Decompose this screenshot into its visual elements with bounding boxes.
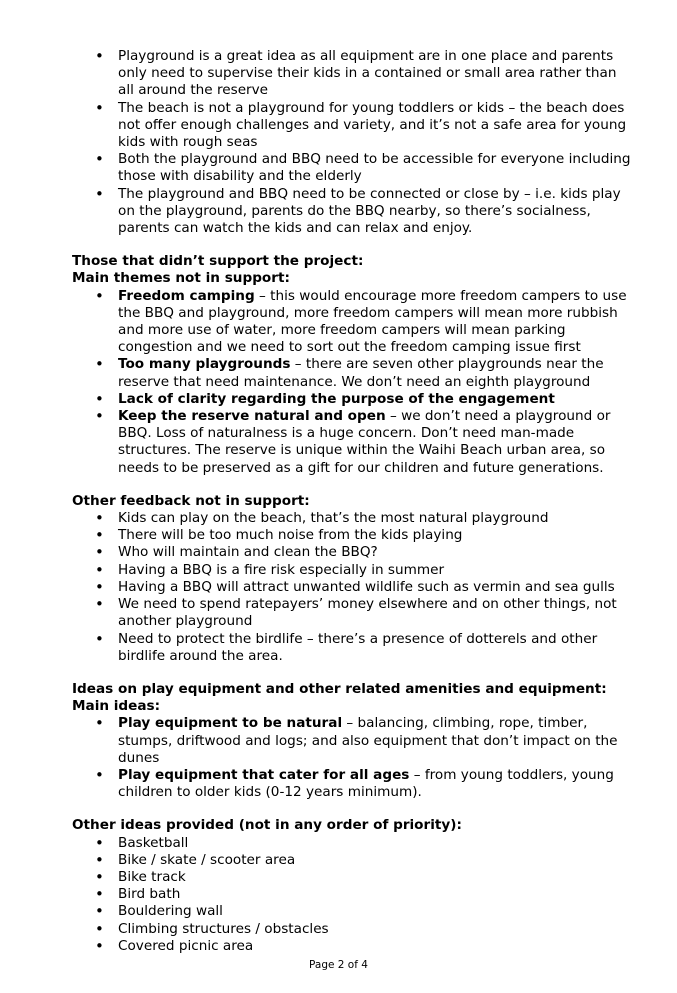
item-bold-label: Play equipment to be natural (118, 715, 343, 732)
subheading-main-themes: Main themes not in support: (72, 270, 290, 287)
section-heading-other-ideas: Other ideas provided (not in any order of priority): (72, 817, 462, 834)
spacer (72, 665, 632, 681)
other-feedback-list (72, 510, 632, 665)
item-text: – balancing, climbing, rope, timber, stumps, driftwood and logs; and also equipment that don’t impact on the dunes (118, 715, 618, 766)
list-item: • Climbing structures / obstacles (72, 921, 632, 938)
section-heading-other-feedback: Other feedback not in support: (72, 492, 310, 509)
list-item: • The playground and BBQ need to be connected or close by – i.e. kids play on the playground, parents do the BBQ nearby, so there’s socialness, parents can watch the kids and can relax and enjoy. (72, 186, 632, 238)
not-support-themes-list (72, 288, 632, 477)
list-item: • Need to protect the birdlife – there’s a presence of dotterels and other birdlife around the area. (72, 631, 632, 665)
item-text: – this would encourage more freedom campers to use the BBQ and playground, more freedom campers will mean more rubbish and more use of water, more freedom campers will mean parking congestion and we need to sort out the freedom camping issue first (118, 287, 627, 356)
list-item (72, 288, 632, 357)
item-text: – from young toddlers, young children to older kids (0-12 years minimum). (118, 766, 614, 801)
list-item: • Kids can play on the beach, that’s the most natural playground (72, 510, 632, 527)
list-item (72, 356, 632, 390)
list-item: • Playground is a great idea as all equipment are in one place and parents only need to supervise their kids in a contained or small area rather than all around the reserve (72, 48, 632, 100)
list-item: • Who will maintain and clean the BBQ? (72, 544, 632, 561)
list-item (72, 391, 632, 408)
list-item: • Bike / skate / scooter area (72, 852, 632, 869)
spacer (72, 237, 632, 253)
list-item (72, 715, 632, 767)
list-item: • Having a BBQ is a fire risk especially in summer (72, 562, 632, 579)
document-body (72, 48, 632, 955)
item-bold-label: Play equipment that cater for all ages (118, 766, 410, 783)
main-ideas-list (72, 715, 632, 801)
other-ideas-list (72, 835, 632, 955)
support-points-list (72, 48, 632, 237)
item-bold-label: Keep the reserve natural and open (118, 408, 386, 425)
list-item: • Covered picnic area (72, 938, 632, 955)
spacer (72, 801, 632, 817)
item-bold-label: Lack of clarity regarding the purpose of the engagement (118, 390, 555, 407)
subheading-main-ideas: Main ideas: (72, 698, 161, 715)
list-item: • The beach is not a playground for young toddlers or kids – the beach does not offer enough challenges and variety, and it’s not a safe area for young kids with rough seas (72, 100, 632, 152)
list-item: • Both the playground and BBQ need to be accessible for everyone including those with disability and the elderly (72, 151, 632, 185)
list-item: • Having a BBQ will attract unwanted wildlife such as vermin and sea gulls (72, 579, 632, 596)
page-number: Page 2 of 4 (309, 959, 368, 971)
list-item: • Basketball (72, 835, 632, 852)
section-heading-not-support: Those that didn’t support the project: (72, 253, 364, 270)
list-item (72, 767, 632, 801)
list-item (72, 408, 632, 477)
item-text: – we don’t need a playground or BBQ. Loss of naturalness is a huge concern. Don’t need man-made structures. The reserve is unique within the Waihi Beach urban area, so needs to be preserved as a gift for our children and future generations. (118, 408, 611, 476)
item-bold-label: Too many playgrounds (118, 356, 291, 373)
item-bold-label: Freedom camping (118, 287, 255, 304)
spacer (72, 477, 632, 493)
list-item: • Bike track (72, 869, 632, 886)
list-item: • Bird bath (72, 886, 632, 903)
item-text: – there are seven other playgrounds near the reserve that need maintenance. We don’t need an eighth playground (118, 356, 604, 390)
list-item: • There will be too much noise from the kids playing (72, 527, 632, 544)
section-heading-ideas: Ideas on play equipment and other related amenities and equipment: (72, 680, 607, 697)
list-item: • We need to spend ratepayers’ money elsewhere and on other things, not another playground (72, 596, 632, 630)
list-item: • Bouldering wall (72, 903, 632, 920)
